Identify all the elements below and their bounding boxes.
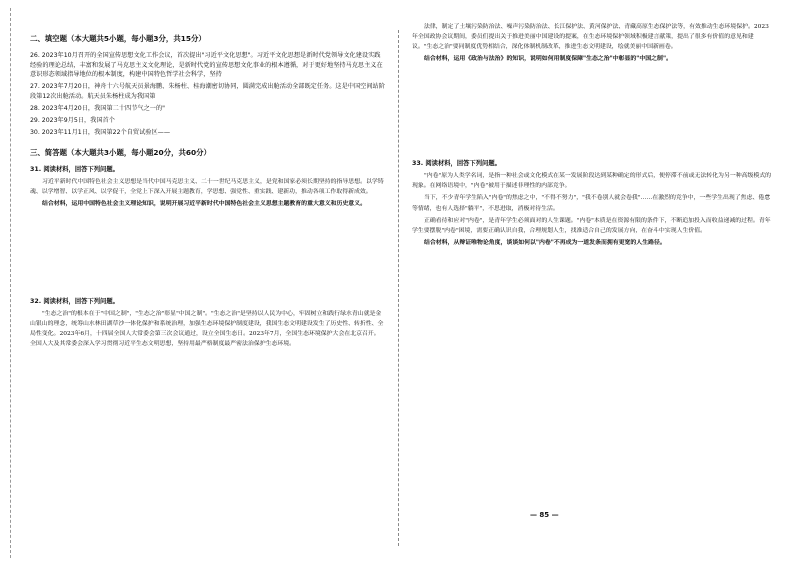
question-29: 29. 2023年9月5日，我国首个 [30,117,115,125]
column-divider [398,30,399,546]
question-28: 28. 2023年4月20日，我国第二十四节气之一的" [30,105,166,113]
page-number: — 85 — [530,511,559,519]
section-title-short-answer: 三、简答题（本大题共3小题，每小题20分，共60分） [30,148,211,157]
section-title-fill-blank: 二、填空题（本大题共5小题，每小题3分，共15分） [30,34,206,43]
question-26: 26. 2023年10月召开的全国宣传思想文化工作会议，首次提出"习近平文化思想"。习近平文化思想是新时代党领导文化建设实践经验的理论总结，丰富和发展了马克思主义文化理论，是新时代党的宣传思想文化事业的根本遵循，对于更好地坚持马克思主义在意识形态领域指导地位的根本制度，构建中国特色哲学社会科学，坚持 [30,51,383,79]
question-31-heading: 31. 阅读材料，回答下列问题。 [30,165,119,173]
question-33-prompt: 结合材料，从辩证唯物论角度，谈谈如何以"内卷"不再成为一道发条而拥有更宽的人生路径。 [424,240,666,246]
question-33-material-2: 当下，不少青年学生陷入"内卷"的焦虑之中，"不得不努力"，"我不卷别人就会卷我"……在激烈的竞争中，一些学生出现了焦虑、倦怠等情绪，也有人选择"躺平"，不思进取，消极对待生活。 [412,195,771,212]
question-33-material-3: 正确看待和应对"内卷"，是青年学生必须面对的人生课题。"内卷"本质是在资源有限的条件下，不断追加投入而收益递减的过程。青年学生要摆脱"内卷"困境，需要正确认识自我，合理规划人生，找准适合自己的发展方向，在奋斗中实现人生价值。 [412,217,771,234]
answer-space-32 [412,67,772,159]
left-column [30,34,385,352]
question-27: 27. 2023年7月20日，神舟十六号航天员景海鹏、朱杨柱、桂海潮密切协同，圆满完成出舱活动全部既定任务。这是中国空间站阶段第12次出舱活动。航天员朱杨柱成为我国第 [30,83,385,101]
binding-gutter-line [10,8,11,558]
right-column [412,22,772,250]
question-32-prompt: 结合材料，运用《政治与法治》的知识，说明如何用制度保障"生态之治"中彰显的"中国之制"。 [424,56,672,63]
question-32-material-continued: 法律，制定了土壤污染防治法、噪声污染防治法、长江保护法、黄河保护法、青藏高原生态保护法等，有效推动生态环境保护。2023年全国政协会议期间，委员们提出关于推进美丽中国建设的提案，在生态环境保护领域积极建言献策，提出了很多有价值的意见和建议。"生态之治"要同制度优势相结合，深化体制机制改革，推进生态文明建设，绘就美丽中国新画卷。 [412,24,769,51]
question-31-prompt: 结合材料，运用中国特色社会主义理论知识，说明开展习近平新时代中国特色社会主义思想主题教育的重大意义和历史意义。 [42,201,366,208]
question-31-material: 习近平新时代中国特色社会主义思想是当代中国马克思主义、二十一世纪马克思主义，是党和国家必须长期坚持的指导思想。以学铸魂、以学增智、以学正风、以学促干，全党上下深入开展主题教育，学思想、强党性、重实践、建新功，推动各项工作取得新成效。 [30,179,384,196]
answer-space-31 [30,212,385,297]
question-33-heading: 33. 阅读材料，回答下列问题。 [412,159,501,167]
question-32-heading: 32. 阅读材料，回答下列问题。 [30,297,119,305]
question-33-material-1: "内卷"原为人类学名词，是指一种社会或文化模式在某一发展阶段达到某种确定的形式后，便停滞不前或无法转化为另一种高级模式的现象。在网络语境中，"内卷"被用于描述非理性的内部竞争。 [412,173,772,190]
question-32-material: "生态之治"的根本在于"中国之制"，"生态之治"彰显"中国之制"。"生态之治"是坚持以人民为中心，牢固树立和践行绿水青山就是金山银山的理念，统筹山水林田湖草沙一体化保护和系统治理，加强生态环境保护制度建设，我国生态文明建设发生了历史性、转折性、全局性变化。2023年6月，十四届全国人大常委会第三次会议通过，设立全国生态日。2023年7月，全国生态环境保护大会在北京召开。全国人大及其常委会深入学习贯彻习近平生态文明思想，坚持用最严格制度最严密法治保护生态环境。 [30,310,384,348]
question-30: 30. 2023年11月1日，我国第22个自贸试验区—— [30,129,171,137]
